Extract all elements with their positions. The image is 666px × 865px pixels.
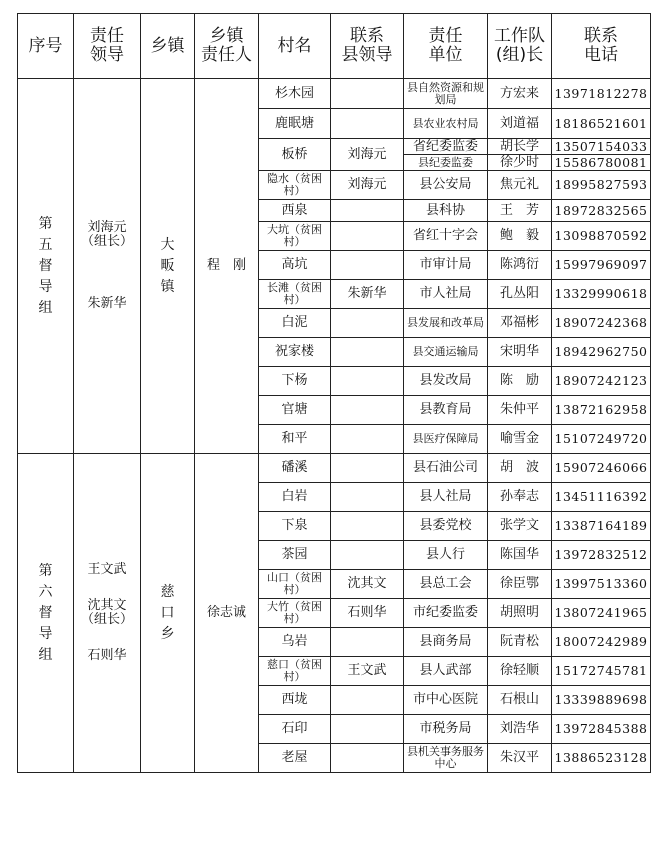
town-person-cell: 程 刚 [195,79,259,454]
captain-cell: 阮青松 [488,628,552,657]
unit-cell: 县自然资源和规划局 [404,79,488,109]
phone-cell: 13387164189 [552,512,651,541]
captain-cell: 胡长学 [488,139,552,155]
village-cell: 隐水（贫困村） [259,171,331,200]
group-name-char: 组 [38,299,53,316]
village-cell: 板桥 [259,139,331,171]
captain-cell: 方宏来 [488,79,552,109]
county-leader-cell [331,396,404,425]
captain-cell: 喻雪金 [488,425,552,454]
county-leader-cell [331,309,404,338]
phone-cell: 18907242123 [552,367,651,396]
unit-cell: 县机关事务服务中心 [404,744,488,773]
town-char: 口 [160,604,175,621]
captain-cell: 石根山 [488,686,552,715]
unit-cell: 县教育局 [404,396,488,425]
captain-cell: 刘道福 [488,109,552,139]
county-leader-cell [331,483,404,512]
group-name-char: 导 [38,278,53,295]
captain-cell: 徐轻顺 [488,657,552,686]
unit-cell: 市纪委监委 [404,599,488,628]
county-leader-cell [331,338,404,367]
phone-cell: 15997969097 [552,251,651,280]
phone-cell: 13507154033 [552,139,651,155]
unit-cell: 县委党校 [404,512,488,541]
town-char: 镇 [160,278,175,295]
captain-cell: 邓福彬 [488,309,552,338]
group-name-char: 督 [38,604,53,621]
header-cell: 联系 电话 [552,14,651,79]
village-cell: 慈口（贫困村） [259,657,331,686]
unit-cell: 省纪委监委 [404,139,488,155]
captain-cell: 张学文 [488,512,552,541]
group-name-char: 导 [38,625,53,642]
captain-cell: 陈鸿衍 [488,251,552,280]
unit-cell: 县科协 [404,200,488,222]
village-cell: 茶园 [259,541,331,570]
phone-cell: 18907242368 [552,309,651,338]
captain-cell: 王 芳 [488,200,552,222]
phone-cell: 13872162958 [552,396,651,425]
village-cell: 祝家楼 [259,338,331,367]
group-name-cell [18,454,74,773]
village-cell: 磻溪 [259,454,331,483]
village-cell: 白岩 [259,483,331,512]
unit-cell: 县人武部 [404,657,488,686]
phone-cell: 15172745781 [552,657,651,686]
village-cell: 长滩（贫困村） [259,280,331,309]
county-leader-cell: 朱新华 [331,280,404,309]
phone-cell: 13329990618 [552,280,651,309]
leader-name: （组长） [80,234,133,249]
county-leader-cell: 石则华 [331,599,404,628]
leader-name: 朱新华 [87,296,127,311]
town-char: 畈 [160,257,175,274]
unit-cell: 市税务局 [404,715,488,744]
town-char: 乡 [160,625,175,642]
phone-cell: 13339889698 [552,686,651,715]
group-name-char: 组 [38,646,53,663]
header-cell: 责任 单位 [404,14,488,79]
header-cell: 工作队 (组)长 [488,14,552,79]
county-leader-cell: 沈其文 [331,570,404,599]
captain-cell: 孔丛阳 [488,280,552,309]
phone-cell: 18942962750 [552,338,651,367]
town-char: 慈 [160,583,175,600]
header-cell: 乡镇 [141,14,195,79]
town-cell [141,79,195,454]
county-leader-cell [331,744,404,773]
town-char: 大 [160,236,175,253]
phone-cell: 13972832512 [552,541,651,570]
captain-cell: 鲍 毅 [488,222,552,251]
unit-cell: 县医疗保障局 [404,425,488,454]
county-leader-cell: 刘海元 [331,139,404,171]
county-leader-cell [331,715,404,744]
phone-cell: 13451116392 [552,483,651,512]
village-cell: 西垅 [259,686,331,715]
unit-cell: 县公安局 [404,171,488,200]
leader-name: （组长） [80,612,133,627]
village-cell: 白泥 [259,309,331,338]
captain-cell: 孙奉志 [488,483,552,512]
county-leader-cell [331,200,404,222]
county-leader-cell [331,425,404,454]
captain-cell: 陈 励 [488,367,552,396]
unit-cell: 县人行 [404,541,488,570]
county-leader-cell [331,454,404,483]
phone-cell: 13098870592 [552,222,651,251]
phone-cell: 13997513360 [552,570,651,599]
village-cell: 西泉 [259,200,331,222]
village-cell: 大竹（贫困村） [259,599,331,628]
leader-name: 石则华 [87,648,127,663]
leader-name: 沈其文 [87,598,127,613]
unit-cell: 市审计局 [404,251,488,280]
captain-cell: 胡 波 [488,454,552,483]
header-cell: 责任 领导 [74,14,141,79]
unit-cell: 市中心医院 [404,686,488,715]
header-cell: 序号 [18,14,74,79]
captain-cell: 徐少时 [488,155,552,171]
captain-cell: 陈国华 [488,541,552,570]
table-row [18,79,651,109]
unit-cell: 县石油公司 [404,454,488,483]
town-cell [141,454,195,773]
county-leader-cell [331,541,404,570]
phone-cell: 15907246066 [552,454,651,483]
captain-cell: 宋明华 [488,338,552,367]
unit-cell: 县纪委监委 [404,155,488,171]
group-name-char: 五 [38,236,53,253]
county-leader-cell: 刘海元 [331,171,404,200]
village-cell: 石印 [259,715,331,744]
header-cell: 乡镇 责任人 [195,14,259,79]
phone-cell: 15586780081 [552,155,651,171]
captain-cell: 焦元礼 [488,171,552,200]
phone-cell: 18007242989 [552,628,651,657]
county-leader-cell [331,109,404,139]
phone-cell: 18186521601 [552,109,651,139]
captain-cell: 胡照明 [488,599,552,628]
phone-cell: 13886523128 [552,744,651,773]
supervision-table [17,13,651,773]
leader-cell [74,79,141,454]
village-cell: 杉木园 [259,79,331,109]
unit-cell: 县发改局 [404,367,488,396]
leader-name: 刘海元 [87,220,127,235]
leader-name: 王文武 [87,562,127,577]
county-leader-cell [331,251,404,280]
header-cell: 村名 [259,14,331,79]
phone-cell: 18995827593 [552,171,651,200]
unit-cell: 县总工会 [404,570,488,599]
captain-cell: 朱汉平 [488,744,552,773]
town-person-cell: 徐志诚 [195,454,259,773]
group-name-char: 六 [38,583,53,600]
village-cell: 下杨 [259,367,331,396]
group-name-char: 督 [38,257,53,274]
unit-cell: 市人社局 [404,280,488,309]
phone-cell: 18972832565 [552,200,651,222]
unit-cell: 省红十字会 [404,222,488,251]
county-leader-cell [331,686,404,715]
village-cell: 乌岩 [259,628,331,657]
header-cell: 联系 县领导 [331,14,404,79]
unit-cell: 县交通运输局 [404,338,488,367]
phone-cell: 15107249720 [552,425,651,454]
group-name-cell [18,79,74,454]
village-cell: 官塘 [259,396,331,425]
leader-cell [74,454,141,773]
county-leader-cell [331,628,404,657]
county-leader-cell [331,222,404,251]
village-cell: 鹿眠塘 [259,109,331,139]
village-cell: 和平 [259,425,331,454]
captain-cell: 徐臣鄂 [488,570,552,599]
county-leader-cell [331,367,404,396]
county-leader-cell [331,79,404,109]
village-cell: 山口（贫困村） [259,570,331,599]
village-cell: 大坑（贫困村） [259,222,331,251]
table-body [18,79,651,773]
group-name-char: 第 [38,562,53,579]
unit-cell: 县发展和改革局 [404,309,488,338]
county-leader-cell [331,512,404,541]
phone-cell: 13807241965 [552,599,651,628]
captain-cell: 朱仲平 [488,396,552,425]
village-cell: 老屋 [259,744,331,773]
unit-cell: 县人社局 [404,483,488,512]
village-cell: 高坑 [259,251,331,280]
header-row [18,14,651,79]
phone-cell: 13971812278 [552,79,651,109]
unit-cell: 县商务局 [404,628,488,657]
county-leader-cell: 王文武 [331,657,404,686]
unit-cell: 县农业农村局 [404,109,488,139]
group-name-char: 第 [38,215,53,232]
phone-cell: 13972845388 [552,715,651,744]
table-row [18,454,651,483]
captain-cell: 刘浩华 [488,715,552,744]
village-cell: 下泉 [259,512,331,541]
